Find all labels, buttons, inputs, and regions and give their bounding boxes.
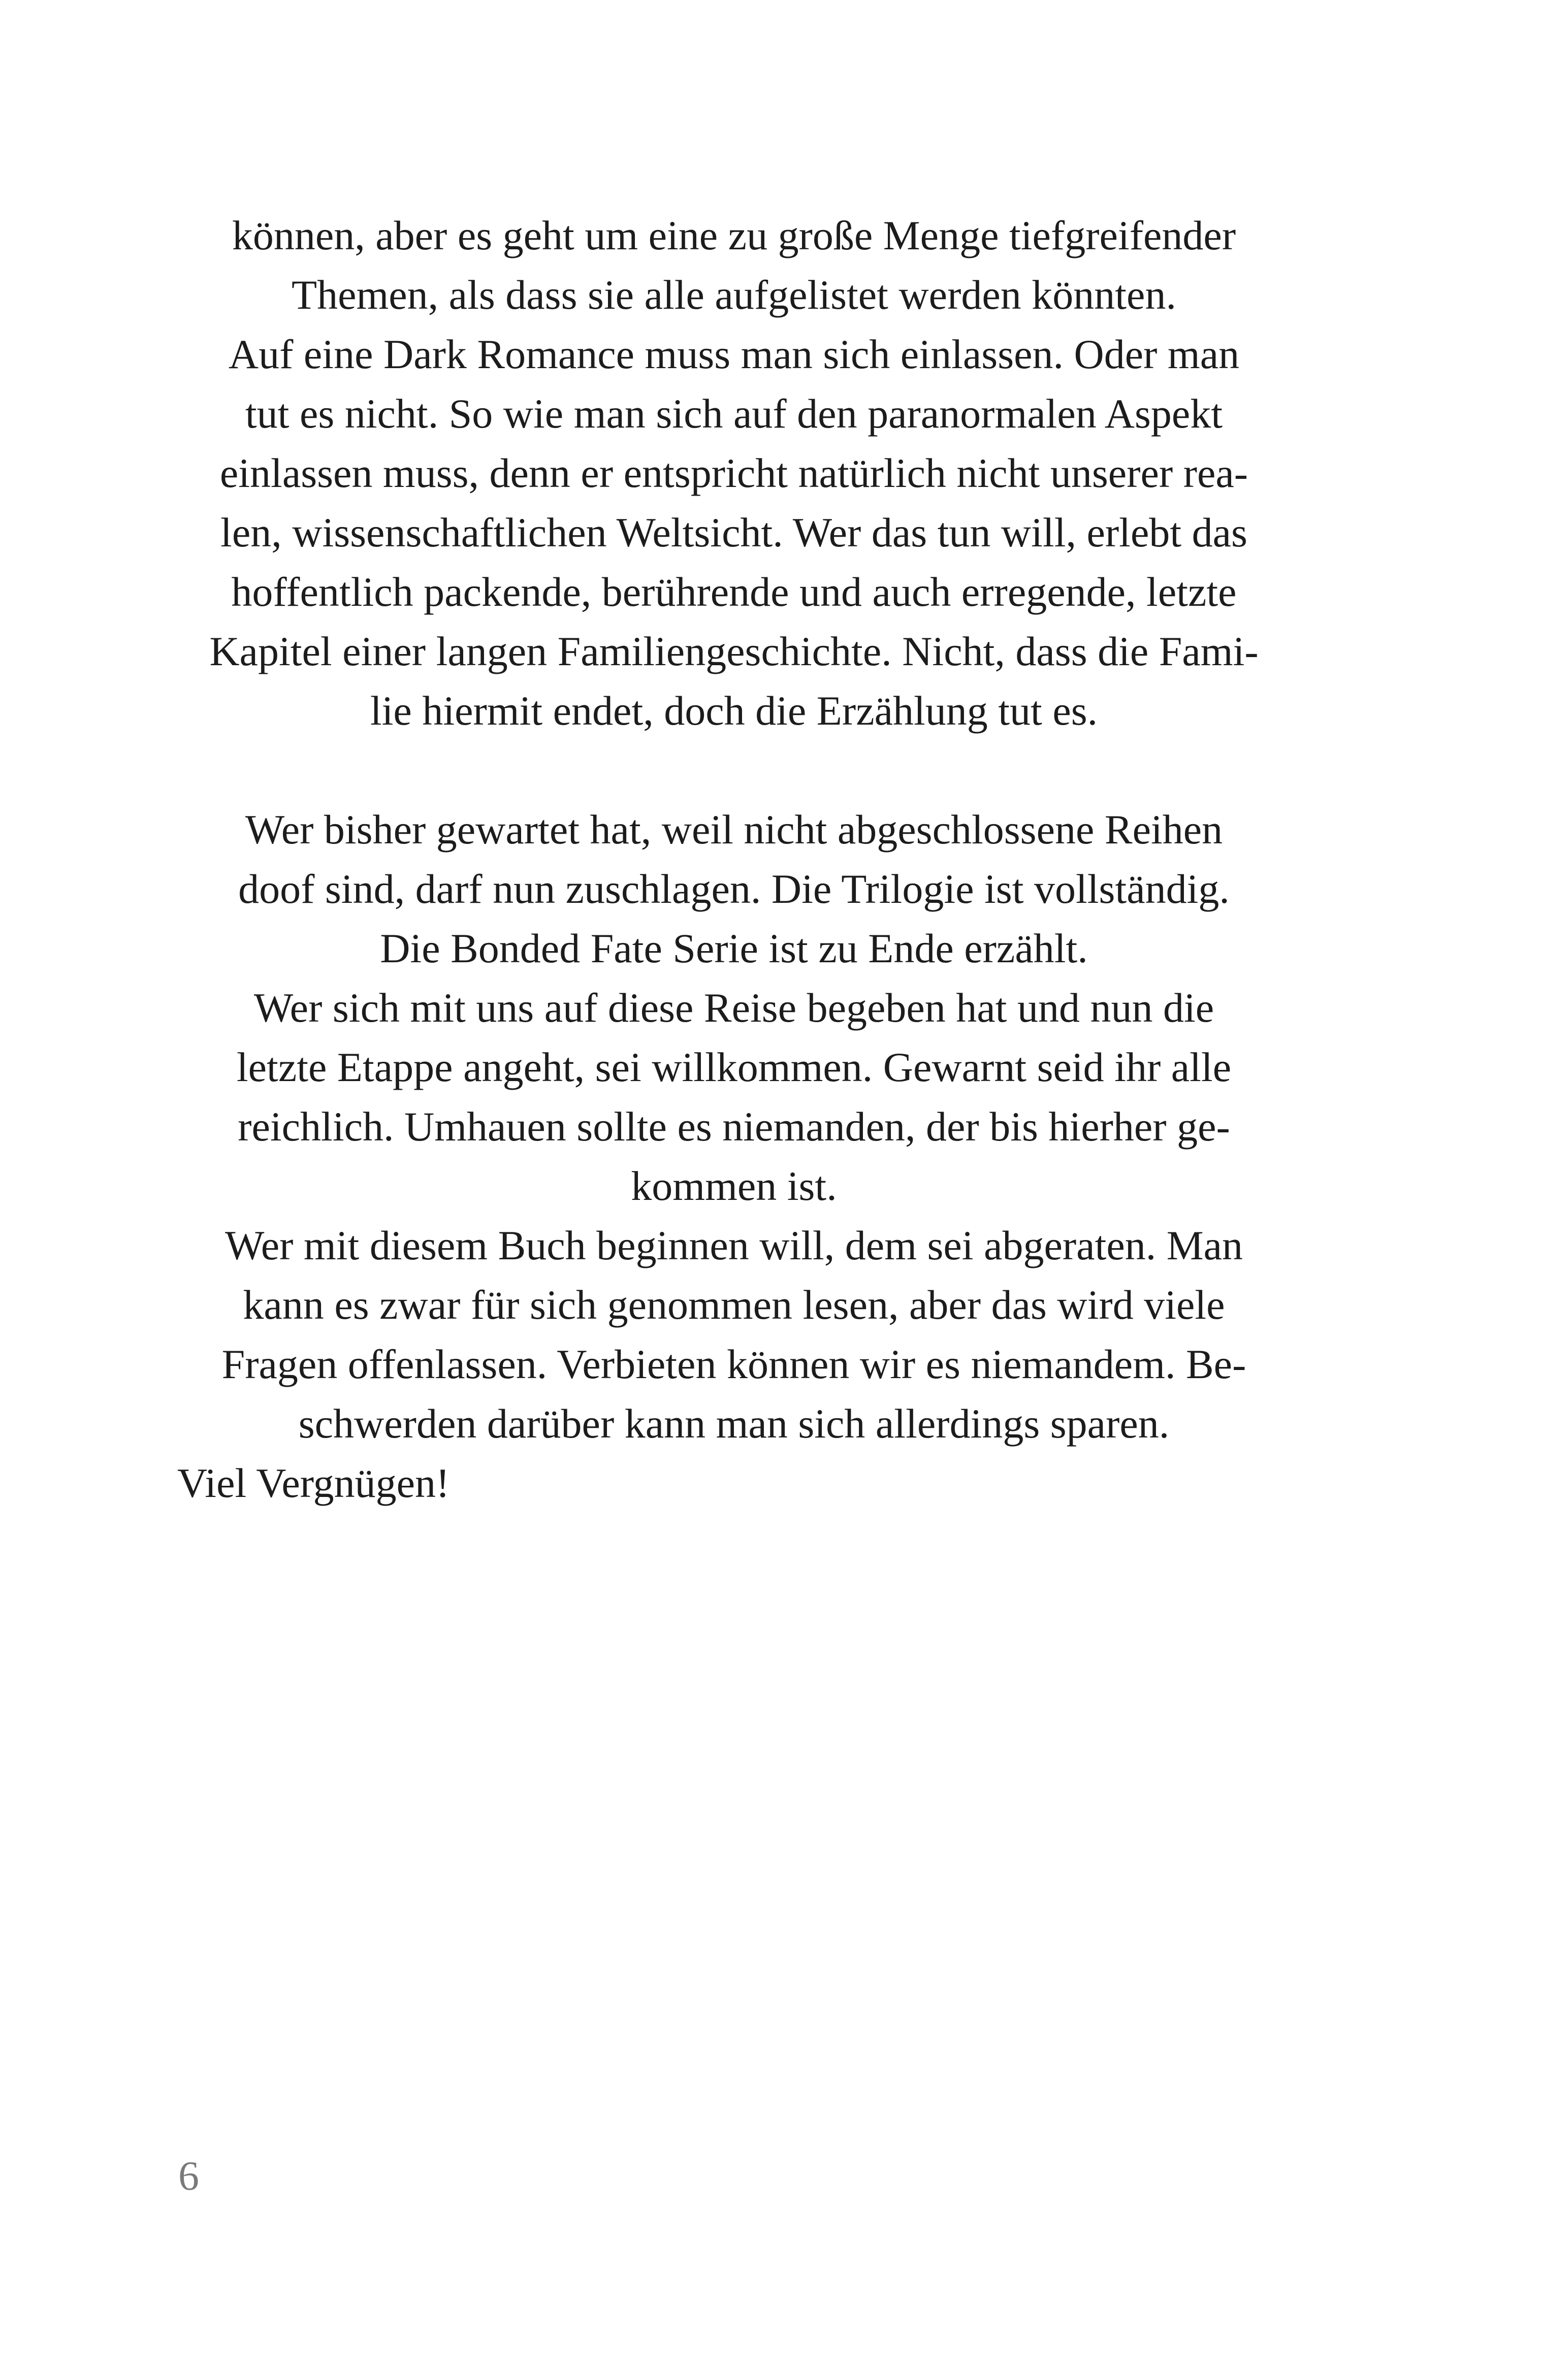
text-line: Wer sich mit uns auf diese Reise begeben hat und nun die xyxy=(253,985,1214,1031)
text-line: Themen, als dass sie alle aufgelistet werden könnten. xyxy=(292,272,1176,318)
body-text xyxy=(177,206,1291,1513)
text-line: kann es zwar für sich genommen lesen, aber das wird viele xyxy=(243,1282,1225,1328)
paragraph xyxy=(177,800,1291,978)
text-line: Kapitel einer langen Familiengeschichte. Nicht, dass die Fami- xyxy=(209,628,1259,674)
text-line: doof sind, darf nun zuschlagen. Die Trilogie ist vollständig. xyxy=(238,866,1230,912)
text-line: Fragen offenlassen. Verbieten können wir es niemandem. Be- xyxy=(221,1341,1246,1387)
text-line: Wer bisher gewartet hat, weil nicht abgeschlossene Reihen xyxy=(245,806,1223,853)
text-line: kommen ist. xyxy=(631,1163,837,1209)
text-line: len, wissenschaftlichen Weltsicht. Wer das tun will, erlebt das xyxy=(220,509,1247,556)
text-line: reichlich. Umhauen sollte es niemanden, der bis hierher ge- xyxy=(238,1103,1230,1150)
text-line: schwerden darüber kann man sich allerdings sparen. xyxy=(298,1400,1170,1447)
text-line: Auf eine Dark Romance muss man sich einlassen. Oder man xyxy=(228,331,1240,377)
text-line: letzte Etappe angeht, sei willkommen. Gewarnt seid ihr alle xyxy=(236,1044,1232,1090)
paragraph xyxy=(177,206,1291,324)
page-number: 6 xyxy=(178,2153,199,2199)
text-line: tut es nicht. So wie man sich auf den paranormalen Aspekt xyxy=(245,390,1223,437)
text-line: lie hiermit endet, doch die Erzählung tut es. xyxy=(370,688,1098,734)
text-line: hoffentlich packende, berührende und auch erregende, letzte xyxy=(231,569,1237,615)
paragraph xyxy=(177,1216,1291,1453)
text-line: Wer mit diesem Buch beginnen will, dem sei abgeraten. Man xyxy=(224,1222,1243,1268)
paragraph xyxy=(177,978,1291,1216)
paragraph xyxy=(177,324,1291,740)
text-line: Die Bonded Fate Serie ist zu Ende erzählt. xyxy=(380,925,1088,971)
closing-line: Viel Vergnügen! xyxy=(177,1460,450,1506)
paragraph-spacer xyxy=(177,740,1291,800)
text-line: einlassen muss, denn er entspricht natürlich nicht unserer rea- xyxy=(219,450,1248,496)
text-line: können, aber es geht um eine zu große Menge tiefgreifender xyxy=(232,212,1236,258)
